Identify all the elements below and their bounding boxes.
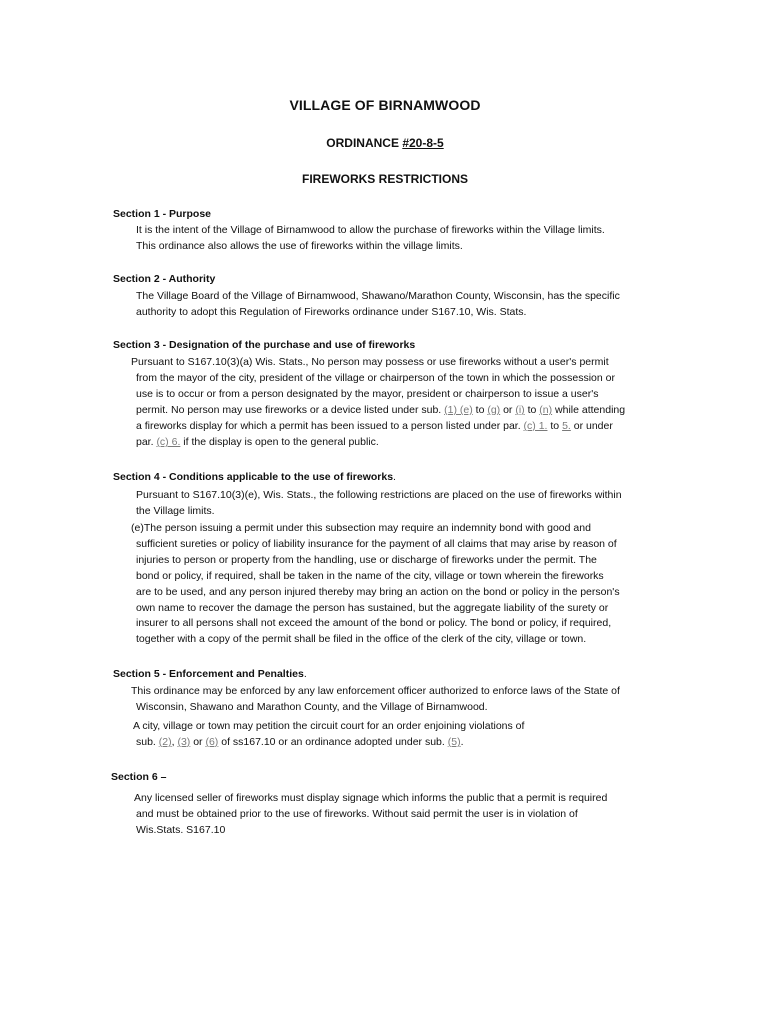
text-run: par. (136, 436, 157, 448)
section-5-line: Wisconsin, Shawano and Marathon County, and the Village of Birnamwood. (136, 701, 488, 713)
section-1-line: It is the intent of the Village of Birnamwood to allow the purchase of fireworks within the Village limits. (136, 224, 605, 236)
text-run: or (190, 736, 206, 748)
section-4-line: injuries to person or property from the handling, use or discharge of fireworks under the permit. The (136, 554, 597, 566)
text-run: if the display is open to the general public. (180, 436, 379, 448)
text-run: or (500, 404, 516, 416)
section-5-line: A city, village or town may petition the circuit court for an order enjoining violations of (133, 720, 525, 732)
section-4-line: sufficient sureties or policy of liability insurance for the payment of all claims that may arise by reason of (136, 538, 617, 550)
section-3-line: use is to occur or from a person designated by the mayor, president or chairperson to issue a user's (136, 388, 599, 400)
section-4-line: bond or policy, if required, shall be taken in the name of the city, village or town wherein the fireworks (136, 570, 604, 582)
section-3-heading: Section 3 - Designation of the purchase and use of fireworks (113, 339, 416, 351)
section-3-line (136, 435, 379, 449)
section-4-line: Pursuant to S167.10(3)(e), Wis. Stats., the following restrictions are placed on the use of fireworks within (136, 489, 622, 501)
statute-link[interactable]: (5) (447, 736, 461, 748)
statute-link[interactable]: (1) (e) (444, 404, 473, 416)
statute-link[interactable]: (n) (539, 404, 553, 416)
text-run: to (524, 404, 540, 416)
section-4-line: are to be used, and any person injured thereby may bring an action on the bond or policy in the person's (136, 586, 620, 598)
section-2-line: authority to adopt this Regulation of Fireworks ordinance under S167.10, Wis. Stats. (136, 306, 527, 318)
section-5-heading-tail: . (303, 668, 307, 680)
section-2-heading: Section 2 - Authority (113, 273, 216, 285)
statute-link[interactable]: (6) (205, 736, 219, 748)
text-run: , (171, 736, 178, 748)
text-run: or under (570, 420, 613, 432)
statute-link[interactable]: (2) (158, 736, 172, 748)
section-6-line: Wis.Stats. S167.10 (136, 824, 226, 836)
section-6-heading: Section 6 – (111, 771, 167, 783)
ordinance-number: #20-8-5 (402, 136, 444, 150)
section-4-line: together with a copy of the permit shall be filed in the office of the clerk of the city, village or town. (136, 633, 587, 645)
section-5-heading-text: Section 5 - Enforcement and Penalties (113, 668, 304, 680)
section-1-heading: Section 1 - Purpose (113, 208, 212, 220)
statute-link[interactable]: (c) 1. (523, 420, 548, 432)
text-run: sub. (136, 736, 159, 748)
section-4-heading-text: Section 4 - Conditions applicable to the use of fireworks (113, 471, 394, 483)
section-3-line: from the mayor of the city, president of the village or chairperson of the town in which the possession or (136, 372, 615, 384)
text-run: . (460, 736, 464, 748)
text-run: to (472, 404, 488, 416)
section-4-line: (e)The person issuing a permit under this subsection may require an indemnity bond with good and (131, 522, 591, 534)
section-4-line: the Village limits. (136, 505, 215, 517)
document-title: VILLAGE OF BIRNAMWOOD (289, 97, 481, 113)
ordinance-prefix: ORDINANCE (326, 136, 403, 150)
text-run: while attending (552, 404, 626, 416)
statute-link[interactable]: (c) 6. (156, 436, 181, 448)
text-run: of ss167.10 or an ordinance adopted under sub. (218, 736, 448, 748)
document-subtitle: FIREWORKS RESTRICTIONS (301, 172, 468, 186)
statute-link[interactable]: (3) (177, 736, 191, 748)
statute-link[interactable]: (g) (487, 404, 501, 416)
section-1-line: This ordinance also allows the use of fireworks within the village limits. (136, 240, 463, 252)
section-6-line: Any licensed seller of fireworks must display signage which informs the public that a permit is required (134, 792, 608, 804)
section-3-line (136, 419, 613, 433)
section-5-heading (113, 668, 307, 680)
text-run: permit. No person may use fireworks or a device listed under sub. (136, 404, 445, 416)
section-3-line: Pursuant to S167.10(3)(a) Wis. Stats., No person may possess or use fireworks without a user's permit (131, 356, 609, 368)
text-run: to (547, 420, 563, 432)
statute-link[interactable]: 5. (562, 420, 571, 432)
section-5-line (136, 735, 464, 749)
section-4-heading (113, 471, 396, 483)
statute-link[interactable]: (i) (515, 404, 525, 416)
section-2-line: The Village Board of the Village of Birnamwood, Shawano/Marathon County, Wisconsin, has the specific (136, 290, 620, 302)
section-4-heading-tail: . (393, 471, 396, 483)
ordinance-number-line (0, 136, 770, 150)
text-run: a fireworks display for which a permit has been issued to a person listed under par. (136, 420, 524, 432)
section-5-line: This ordinance may be enforced by any law enforcement officer authorized to enforce laws of the State of (131, 685, 620, 697)
section-3-line (136, 403, 625, 417)
section-4-line: own name to recover the damage the person has sustained, but the aggregate liability of the surety or (136, 602, 609, 614)
section-4-line: insurer to all persons shall not exceed the amount of the bond or policy. The bond or policy, if required, (136, 617, 612, 629)
section-6-line: and must be obtained prior to the use of fireworks. Without said permit the user is in violation of (136, 808, 578, 820)
